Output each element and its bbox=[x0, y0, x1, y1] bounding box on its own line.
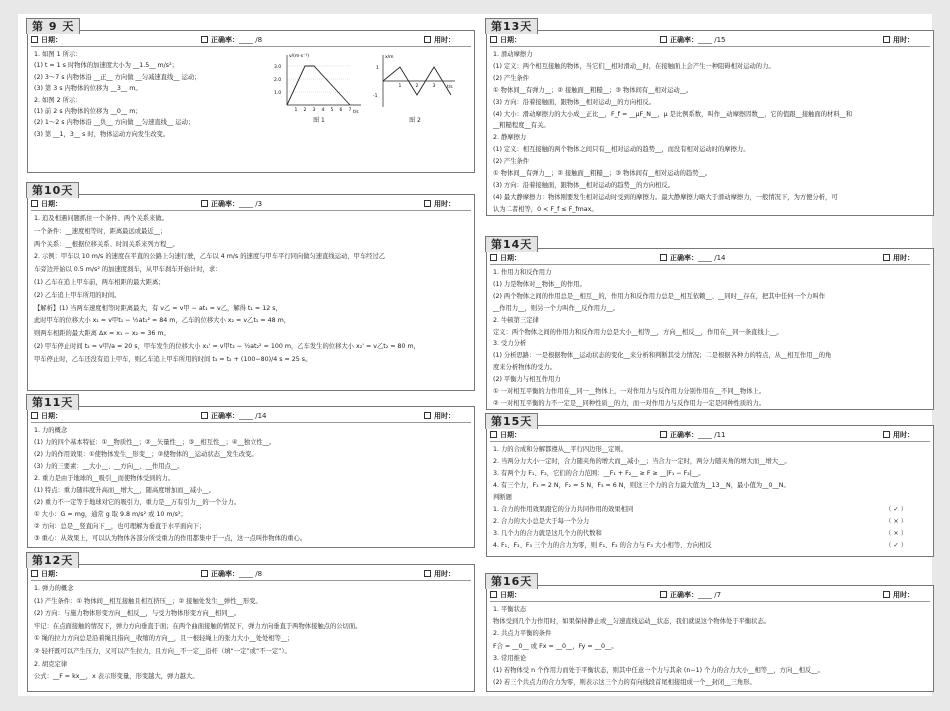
accuracy-label: 正确率： bbox=[211, 35, 239, 44]
text-line: (1) 定义：相互接触的两个物体之间只有__相对运动的趋势__，而没有相对运动时的摩擦力。 bbox=[493, 146, 750, 154]
judge-item bbox=[493, 504, 927, 516]
text-line: 【解析】(1) 当两车速度相等时距离最大，有 v乙 = v甲 − at₁ = v乙，解得 t₁ = 12 s， bbox=[34, 304, 282, 312]
clock-icon bbox=[424, 36, 431, 43]
grid-icon bbox=[201, 570, 208, 577]
meta-row bbox=[31, 197, 471, 211]
calendar-icon bbox=[490, 591, 497, 598]
y-axis-label: v/(m·s⁻¹) bbox=[289, 54, 310, 59]
text-line: (1) 特点：重力随纬度升高而__增大__，随高度增加而__减小__。 bbox=[34, 487, 215, 494]
accuracy-value: ____ /11 bbox=[698, 430, 726, 439]
text-line: ① 绳的拉力方向总是沿着绳且指向__收缩的方向__，且一根轻绳上的张力大小__处处相等__； bbox=[34, 635, 294, 643]
text-line: 则两车相距的最大距离 Δx = x₁ − x₂ = 36 m。 bbox=[34, 330, 170, 338]
accuracy-value: ____ /8 bbox=[239, 35, 263, 44]
judge-item bbox=[493, 516, 927, 528]
x-tick-label: 2 bbox=[303, 108, 307, 113]
card-day15 bbox=[486, 415, 934, 557]
text-line: 度来分析物体的受力。 bbox=[493, 364, 556, 372]
text-line: (1) 产生条件：① 物体间__相互接触且相互挤压__；② 接触处发生__弹性__形变。 bbox=[34, 597, 262, 605]
text-line: (2) 1～2 s 内物体沿 __负__ 方向做 __匀速直线__ 运动； bbox=[34, 119, 195, 127]
text-line: ① 一对相互平衡的力作用在__同一__物体上，一对作用力与反作用力分别作用在__不同__物体上。 bbox=[493, 388, 766, 396]
text-line: ① 物体间__有弹力__；② 接触面__粗糙__；③ 物体间有__相对运动__。 bbox=[493, 86, 693, 94]
y-tick-label: 1 bbox=[376, 66, 379, 71]
time-label: 用时： bbox=[434, 411, 455, 420]
clock-icon bbox=[424, 200, 431, 207]
time-label: 用时： bbox=[893, 35, 914, 44]
text-line: (4) 大小：滑动摩擦力的大小成__正比__，F_f = __μF_N__，μ 是比例系数，叫作__动摩擦因数__，它的值跟__接触面的材料__和 bbox=[493, 110, 853, 118]
accuracy-value: ____ /14 bbox=[239, 411, 267, 420]
text-line: (1) 若物体受 n 个作用力而处于平衡状态，则其中任意一个力与其余 (n−1) 个力的合力大小__相等__，方向__相反__。 bbox=[493, 667, 824, 675]
y-tick-label: 3.0 bbox=[274, 65, 282, 70]
accuracy-label: 正确率： bbox=[670, 35, 698, 44]
text-line: 2. 共点力平衡的条件 bbox=[493, 630, 552, 638]
text-line: (2) 若三个共点力的合力为零，则表示这三个力的有向线段首尾相接组成一个__封闭__三角形。 bbox=[493, 679, 756, 687]
x-axis-label: t/s bbox=[353, 110, 359, 115]
accuracy-value: ____ /8 bbox=[239, 569, 263, 578]
card-day13 bbox=[486, 20, 934, 216]
meta-row bbox=[490, 251, 930, 265]
judge-text: 2. 合力的大小总是大于每一个分力 bbox=[493, 518, 590, 525]
calendar-icon bbox=[31, 200, 38, 207]
text-line: 3. 常用推论 bbox=[493, 654, 527, 662]
text-line: 2. 牛顿第三定律 bbox=[493, 316, 539, 324]
calendar-icon bbox=[490, 431, 497, 438]
grid-icon bbox=[660, 254, 667, 261]
text-line: ② 一对相互平衡的力不一定是__同种性质__的力，而一对作用力与反作用力一定是同种性质的力。 bbox=[493, 399, 766, 407]
x-tick-label: 4 bbox=[321, 108, 325, 113]
card-body bbox=[487, 47, 933, 218]
x-tick-label: 5 bbox=[330, 108, 334, 113]
calendar-icon bbox=[31, 36, 38, 43]
x-tick-label: 1 bbox=[294, 108, 298, 113]
card-day16 bbox=[486, 575, 934, 692]
text-line: 1. 作用力和反作用力 bbox=[493, 269, 552, 276]
day-title: 第16天 bbox=[485, 573, 538, 589]
judge-item bbox=[493, 540, 927, 552]
text-line: (2) 重力不一定等于地球对它的吸引力，重力是__万有引力__的一个分力。 bbox=[34, 499, 241, 506]
accuracy-label: 正确率： bbox=[211, 199, 239, 208]
figure-2 bbox=[373, 51, 457, 124]
card-day11 bbox=[27, 396, 475, 548]
judge-mark: （ ✓ ） bbox=[885, 542, 907, 549]
text-line: 1. 滑动摩擦力 bbox=[493, 51, 533, 58]
text-line: 2. 静摩擦力 bbox=[493, 134, 527, 142]
clock-icon bbox=[424, 412, 431, 419]
text-line: 此时甲车的位移大小 x₁ = v甲t₁ − ½at₁² = 84 m，乙车的位移大小 x₂ = v乙t₁ = 48 m， bbox=[34, 317, 291, 325]
judge-mark: （ ✓ ） bbox=[885, 506, 907, 513]
calendar-icon bbox=[31, 570, 38, 577]
card-day12 bbox=[27, 554, 475, 692]
text-line: (2) 产生条件 bbox=[493, 74, 530, 82]
text-line: 2. 当两分力大小一定时，合力随夹角的增大而__减小__；当合力一定时，两分力随夹角的增大而__增大__。 bbox=[493, 458, 791, 465]
text-line: __粗糙程度__有关。 bbox=[493, 122, 550, 130]
text-line: 3. 受力分析 bbox=[493, 340, 527, 348]
judge-text: 1. 合力的作用效果跟它的分力共同作用的效果相同 bbox=[493, 506, 634, 513]
time-label: 用时： bbox=[434, 569, 455, 578]
day-title: 第15天 bbox=[485, 413, 538, 429]
meta-row bbox=[490, 33, 930, 47]
text-line: 认为二者相等，0 < F_f ≤ F_fmax。 bbox=[493, 205, 598, 213]
day-title: 第11天 bbox=[26, 394, 79, 410]
accuracy-value: ____ /15 bbox=[698, 35, 726, 44]
text-line: (2) 甲车停止时间 t₂ = v甲/a = 20 s，甲车发生的位移大小 x₁' = v甲t₂ − ½at₂² = 100 m，乙车发生的位移大小 x₂' = v乙t₂ = 80 m， bbox=[34, 342, 420, 350]
text-line: 2. 示例：甲车以 10 m/s 的速度在平直的公路上匀速行驶，乙车以 4 m/s 的速度与甲车平行同向做匀速直线运动，甲车经过乙 bbox=[34, 253, 386, 261]
text-line: 2. 如图 2 所示： bbox=[34, 96, 82, 104]
card-body bbox=[28, 423, 474, 547]
card-day9 bbox=[27, 20, 475, 173]
card-day10 bbox=[27, 184, 475, 391]
figure-caption: 图 2 bbox=[409, 117, 421, 124]
text-line: 1. 力的概念 bbox=[34, 427, 68, 434]
text-line: ③ 重心：从效果上，可以认为物体各部分所受重力的作用都集中于一点，这一点叫作物体的重心。 bbox=[34, 535, 307, 542]
judge-mark: （ × ） bbox=[885, 530, 907, 537]
clock-icon bbox=[883, 431, 890, 438]
figure-1 bbox=[273, 51, 365, 124]
text-line: 定义：两个物体之间的作用力和反作用力总是大小__相等__，方向__相反__，作用在__同一条直线上__。 bbox=[493, 328, 783, 336]
grid-icon bbox=[660, 591, 667, 598]
date-label: 日期： bbox=[500, 253, 521, 262]
meta-row bbox=[31, 567, 471, 581]
text-line: (2) 3～7 s 内物体沿 __正__ 方向做 __匀减速直线__ 运动； bbox=[34, 73, 201, 81]
card-body bbox=[487, 265, 933, 412]
text-line: (1) 力是物体对__物体__的作用。 bbox=[493, 280, 586, 288]
x-tick-label: 3 bbox=[312, 108, 316, 113]
grid-icon bbox=[660, 36, 667, 43]
text-line: 3. 有两个力 F₁、F₂，它们的合力范围：__F₁ + F₂__ ≥ F ≥ __|F₁ − F₂|__。 bbox=[493, 470, 705, 477]
accuracy-label: 正确率： bbox=[211, 569, 239, 578]
vt-line bbox=[287, 66, 350, 105]
text-line: 公式：__F = kx__，x 表示形变量，形变越大，弹力越大。 bbox=[34, 673, 199, 681]
text-line: 1. 平衡状态 bbox=[493, 606, 527, 613]
card-body bbox=[28, 581, 474, 686]
date-label: 日期： bbox=[41, 569, 62, 578]
accuracy-value: ____ /7 bbox=[698, 590, 722, 599]
xt-graph bbox=[373, 51, 457, 115]
text-line: ① 大小：G = mg，通常 g 取 9.8 m/s² 或 10 m/s²； bbox=[34, 511, 187, 518]
text-line: (1) 乙车在追上甲车前，两车相距的最大距离； bbox=[34, 278, 165, 286]
text-line: (3) 方向：沿着接触面，跟物体__相对运动的趋势__的方向相反。 bbox=[493, 181, 674, 189]
date-label: 日期： bbox=[500, 590, 521, 599]
x-tick-label: 2 bbox=[415, 84, 419, 89]
date-label: 日期： bbox=[500, 430, 521, 439]
grid-icon bbox=[201, 36, 208, 43]
time-label: 用时： bbox=[893, 430, 914, 439]
text-line: (3) 第 __1，3__ s 时，物体运动方向发生改变。 bbox=[34, 130, 170, 138]
clock-icon bbox=[883, 254, 890, 261]
clock-icon bbox=[883, 36, 890, 43]
x-tick-label: 1 bbox=[398, 84, 402, 89]
accuracy-label: 正确率： bbox=[670, 590, 698, 599]
grid-icon bbox=[201, 412, 208, 419]
text-line: 两个关系：__根据位移关系、时间关系来列方程__。 bbox=[34, 240, 179, 248]
date-label: 日期： bbox=[41, 199, 62, 208]
date-label: 日期： bbox=[41, 35, 62, 44]
time-label: 用时： bbox=[434, 35, 455, 44]
x-tick-label: 7 bbox=[348, 108, 352, 113]
calendar-icon bbox=[490, 36, 497, 43]
meta-row bbox=[31, 409, 471, 423]
text-line: 一个条件：__速度相等时，距离最远或最近__； bbox=[34, 227, 167, 235]
x-axis-label: t/s bbox=[447, 85, 453, 90]
day-title: 第 9 天 bbox=[26, 18, 80, 34]
text-line: (2) 平衡力与相互作用力 bbox=[493, 376, 561, 384]
card-day14 bbox=[486, 238, 934, 410]
vt-graph bbox=[273, 51, 365, 115]
y-axis-label: x/m bbox=[385, 55, 394, 60]
text-line: (1) t = 1 s 时物体的加速度大小为 __1.5__ m/s²； bbox=[34, 62, 178, 70]
judge-mark: （ × ） bbox=[885, 518, 907, 525]
day-title: 第10天 bbox=[26, 182, 79, 198]
text-line: (3) 第 3 s 内物体的位移为 __3__ m。 bbox=[34, 85, 142, 93]
text-line: (3) 力的三要素：__大小__、__方向__、__作用点__。 bbox=[34, 463, 184, 470]
text-line: (2) 产生条件 bbox=[493, 158, 530, 166]
meta-row bbox=[490, 428, 930, 442]
y-tick-label: -1 bbox=[373, 94, 378, 99]
judge-text: 4. F₁、F₂、F₃ 三个力的合力为零，则 F₁、F₂ 的合力与 F₃ 大小相等、方向相反 bbox=[493, 542, 712, 549]
text-line: 1. 如图 1 所示： bbox=[34, 51, 82, 58]
x-tick-label: 6 bbox=[339, 108, 343, 113]
grid-icon bbox=[201, 200, 208, 207]
clock-icon bbox=[424, 570, 431, 577]
meta-row bbox=[490, 588, 930, 602]
text-line: ② 轻杆既可以产生压力，又可以产生拉力，且方向__不一定__沿杆（填“一定”或“不一定”）。 bbox=[34, 647, 291, 655]
text-line: __作用力__，则另一个力叫作__反作用力__。 bbox=[493, 304, 619, 312]
accuracy-label: 正确率： bbox=[670, 430, 698, 439]
date-label: 日期： bbox=[500, 35, 521, 44]
judge-text: 3. 几个力的合力就是这几个力的代数和 bbox=[493, 530, 602, 537]
time-label: 用时： bbox=[893, 590, 914, 599]
text-line: 1. 力的合成和分解都遵从__平行四边形__定则。 bbox=[493, 446, 627, 453]
card-body bbox=[487, 442, 933, 554]
text-line: 车旁边开始以 0.5 m/s² 的加速度刹车，从甲车刹车开始计时，求： bbox=[34, 266, 222, 274]
text-line: (1) 前 2 s 内物体的位移为 __0__ m； bbox=[34, 108, 142, 116]
text-line: (1) 力的四个基本特征：①__物质性__；②__矢量性__；③__相互性__；④__独立性__。 bbox=[34, 439, 276, 446]
text-line: (2) 方向：与施力物体形变方向__相反__，与受力物体形变方向__相同__。 bbox=[34, 610, 241, 618]
card-body bbox=[487, 602, 933, 691]
accuracy-value: ____ /14 bbox=[698, 253, 726, 262]
text-line: (2) 力的作用效果：①使物体发生__形变__；②使物体的__运动状态__发生改变。 bbox=[34, 451, 258, 458]
y-tick-label: 2.0 bbox=[274, 78, 282, 83]
card-body bbox=[28, 47, 280, 142]
worksheet-page bbox=[18, 14, 932, 696]
text-line: F合 = __0__ 或 Fx = __0__，Fy = __0__。 bbox=[493, 642, 618, 650]
grid-icon bbox=[660, 431, 667, 438]
text-line: (2) 乙车追上甲车所用的时间。 bbox=[34, 291, 121, 299]
text-line: 4. 有三个力，F₁ = 2 N，F₂ = 5 N，F₃ = 6 N，则这三个力的合力最大值为__13__N，最小值为__0__N。 bbox=[493, 482, 790, 489]
text-line: ② 方向：总是__竖直向下__，也可理解为垂直于水平面向下； bbox=[34, 523, 206, 530]
text-line: (4) 最大静摩擦力：物体刚要发生相对运动时受到的摩擦力。最大静摩擦力略大于滑动摩擦力，一般情况下，为方便分析，可 bbox=[493, 193, 838, 201]
meta-row bbox=[31, 33, 471, 47]
accuracy-label: 正确率： bbox=[211, 411, 239, 420]
text-line: 物体受到几个力作用时，如果保持静止或__匀速直线运动__状态，我们就说这个物体处于平衡状态。 bbox=[493, 618, 771, 626]
time-label: 用时： bbox=[893, 253, 914, 262]
text-line: (2) 两个物体之间的作用总是__相互__的，作用力和反作用力总是__相互依赖__、__同时__存在，把其中任何一个力叫作 bbox=[493, 292, 826, 300]
text-line: (3) 方向：沿着接触面，跟物体__相对运动__的方向相反。 bbox=[493, 98, 656, 106]
text-line: 2. 重力是由于地球的__吸引__而使物体受到的力。 bbox=[34, 475, 175, 482]
day-title: 第13天 bbox=[485, 18, 538, 34]
accuracy-label: 正确率： bbox=[670, 253, 698, 262]
text-line: 牢记：在点面接触的情况下，弹力方向垂直于面；在两个曲面接触的情况下，弹力方向垂直于两物体接触点的公切面。 bbox=[34, 622, 362, 630]
text-line: (1) 分析思路：一是根据物体__运动状态的变化__来分析和判断其受力情况；二是根据各种力的特点，从__相互作用__的角 bbox=[493, 352, 832, 360]
x-tick-label: 3 bbox=[432, 84, 436, 89]
day-title: 第12天 bbox=[26, 552, 79, 568]
accuracy-value: ____ /3 bbox=[239, 199, 263, 208]
judge-title: 判断题 bbox=[493, 494, 512, 501]
text-line: (1) 定义：两个相互接触的物体，当它们__相对滑动__时，在接触面上会产生一种阻碍相对运动的力。 bbox=[493, 62, 775, 70]
text-line: 1. 弹力的概念 bbox=[34, 585, 74, 592]
time-label: 用时： bbox=[434, 199, 455, 208]
day-title: 第14天 bbox=[485, 236, 538, 252]
clock-icon bbox=[883, 591, 890, 598]
figure-caption: 图 1 bbox=[313, 117, 325, 124]
text-line: 2. 胡克定律 bbox=[34, 660, 68, 668]
card-body bbox=[28, 211, 474, 369]
text-line: ① 物体间__有弹力__；② 接触面__粗糙__；③ 物体间有__相对运动的趋势__。 bbox=[493, 170, 712, 178]
date-label: 日期： bbox=[41, 411, 62, 420]
judge-item bbox=[493, 528, 927, 540]
calendar-icon bbox=[31, 412, 38, 419]
y-tick-label: 1.0 bbox=[274, 91, 282, 96]
calendar-icon bbox=[490, 254, 497, 261]
text-line: 甲车停止时，乙车还没有追上甲车，则乙车追上甲车所用的时间 t₃ = t₂ + (100−80)/4 s = 25 s。 bbox=[34, 355, 312, 363]
text-line: 1. 追及相遇问题抓住一个条件、两个关系来做。 bbox=[34, 215, 168, 222]
